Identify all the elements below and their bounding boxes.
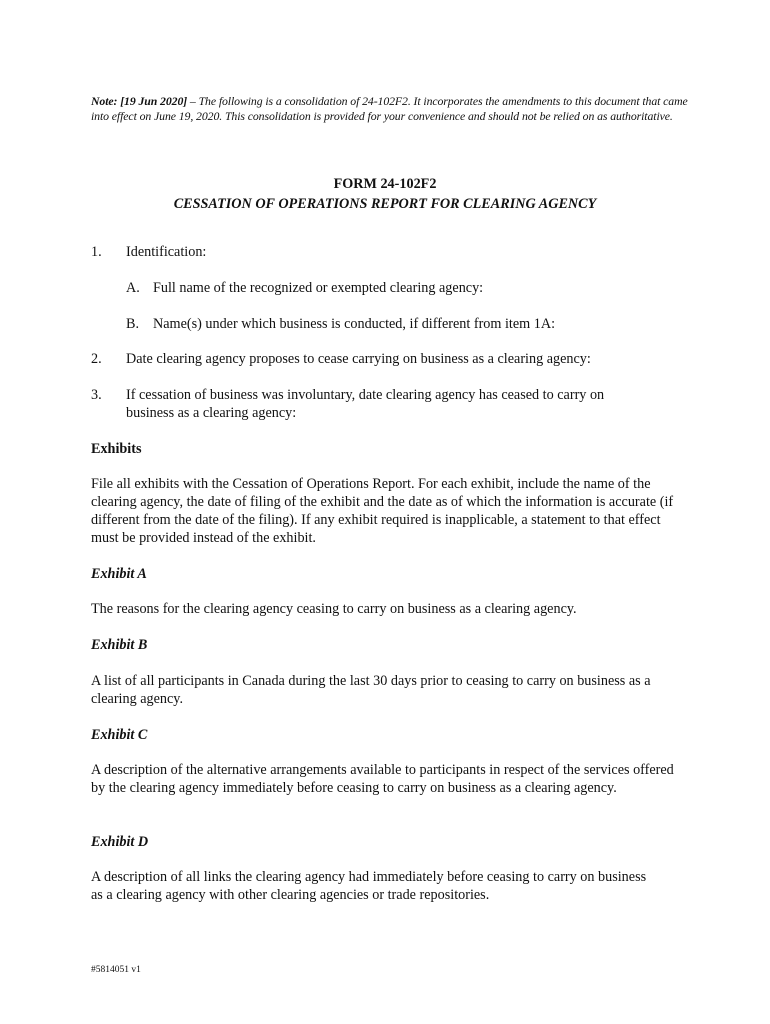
subitem-b-letter: B.	[126, 316, 140, 332]
item-3-text: If cessation of business was involuntary, date clearing agency has ceased to carry on business as a clearing agency:	[126, 387, 605, 421]
item-1-number: 1.	[91, 244, 102, 260]
subitem-a-text: Full name of the recognized or exempted clearing agency:	[153, 280, 484, 296]
note-dash: –	[187, 94, 199, 108]
note-lead: Note: [19 Jun 2020]	[91, 94, 188, 108]
document-id-footer: #5814051 v1	[91, 965, 141, 975]
form-title-block	[0, 174, 770, 214]
subitem-b-text: Name(s) under which business is conducted, if different from item 1A:	[153, 316, 556, 332]
exhibit-c-heading: Exhibit C	[91, 727, 148, 743]
subitem-a-letter: A.	[126, 280, 140, 296]
item-3-number: 3.	[91, 387, 102, 403]
consolidation-note	[91, 94, 691, 124]
exhibit-d-heading: Exhibit D	[91, 834, 149, 850]
exhibit-b-heading: Exhibit B	[91, 637, 148, 653]
exhibits-intro: File all exhibits with the Cessation of Operations Report. For each exhibit, include the name of the clearing agency, the date of filing of the exhibit and the date as of which the information is accurate (if different from the date of the filing). If any exhibit required is inapplicable, a statement to that effect must be provided instead of the exhibit.	[91, 476, 674, 546]
item-2-number: 2.	[91, 351, 102, 367]
exhibit-a-heading: Exhibit A	[91, 566, 147, 582]
form-subtitle: CESSATION OF OPERATIONS REPORT FOR CLEARING AGENCY	[173, 196, 597, 212]
form-number: FORM 24-102F2	[333, 176, 437, 192]
exhibit-c-text: A description of the alternative arrangements available to participants in respect of the services offered by the clearing agency immediately before ceasing to carry on business as a clearing agency.	[91, 762, 674, 796]
item-2-text: Date clearing agency proposes to cease carrying on business as a clearing agency:	[126, 351, 591, 367]
exhibits-heading: Exhibits	[91, 441, 142, 457]
exhibit-b-text: A list of all participants in Canada during the last 30 days prior to ceasing to carry on business as a clearing agency.	[91, 673, 651, 707]
exhibit-a-text: The reasons for the clearing agency ceasing to carry on business as a clearing agency.	[91, 601, 577, 617]
note-text: The following is a consolidation of 24-102F2. It incorporates the amendments to this document that came into effect on June 19, 2020. This consolidation is provided for your convenience and should not be relied on as authoritative.	[91, 94, 688, 123]
exhibit-d-text: A description of all links the clearing agency had immediately before ceasing to carry on business as a clearing agency with other clearing agencies or trade repositories.	[91, 869, 647, 903]
item-1-text: Identification:	[126, 244, 207, 260]
